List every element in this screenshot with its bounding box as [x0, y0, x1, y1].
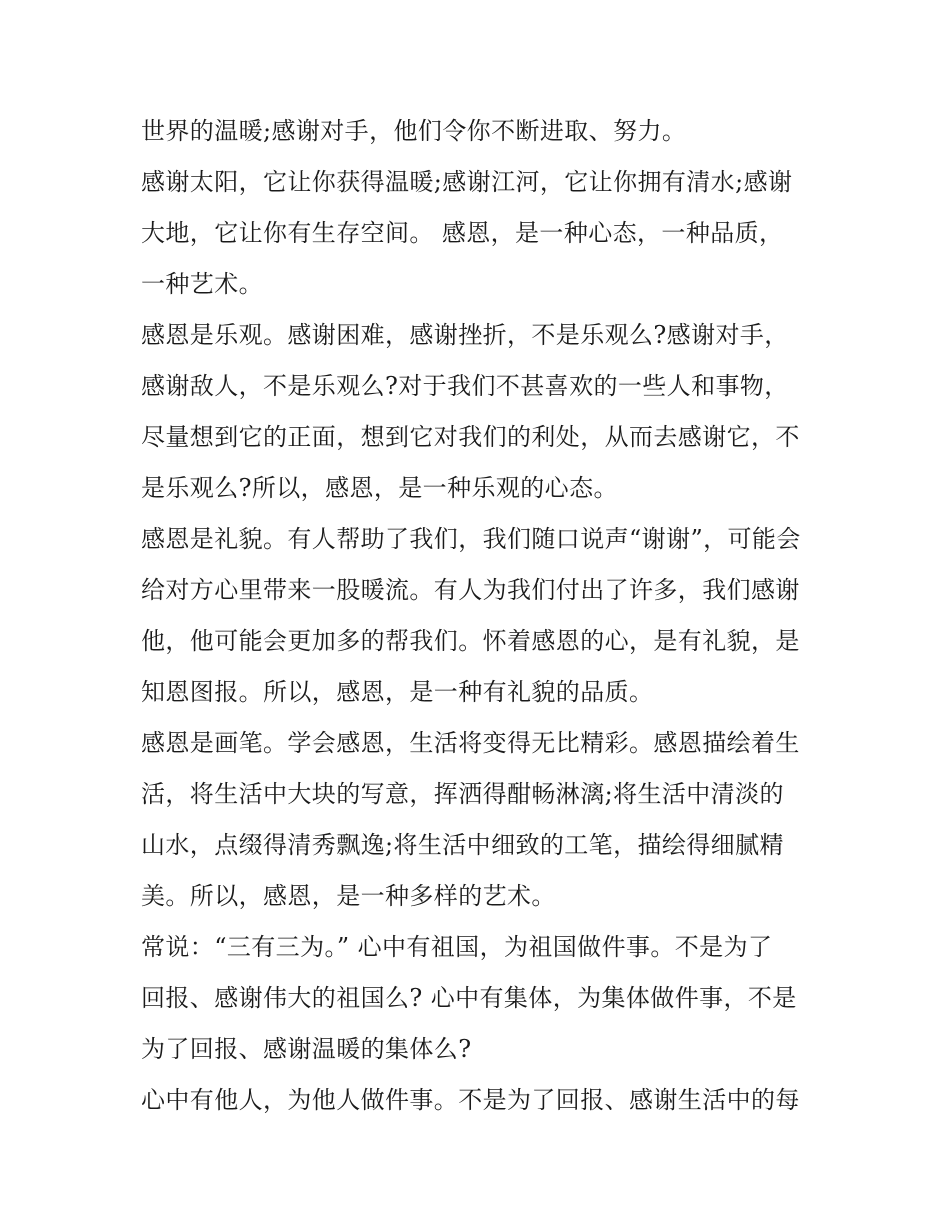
text-line: 世界的温暖;感谢对手，他们令你不断进取、努力。	[141, 117, 687, 145]
text-line: 感恩是画笔。学会感恩，生活将变得无比精彩。感恩描绘着生	[141, 729, 800, 757]
text-line: 常说：“三有三为。” 心中有祖国，为祖国做件事。不是为了	[141, 933, 773, 961]
text-line: 感谢敌人，不是乐观么?对于我们不甚喜欢的一些人和事物，	[141, 372, 789, 400]
body-text	[141, 106, 831, 1126]
text-line: 大地，它让你有生存空间。 感恩，是一种心态，一种品质，	[141, 219, 784, 247]
text-line: 感恩是乐观。感谢困难，感谢挫折，不是乐观么?感谢对手，	[141, 321, 789, 349]
text-line: 美。所以，感恩，是一种多样的艺术。	[141, 882, 556, 910]
text-line: 他，他可能会更加多的帮我们。怀着感恩的心，是有礼貌，是	[141, 627, 800, 655]
text-line: 活，将生活中大块的写意，挥洒得酣畅淋漓;将生活中清淡的	[141, 780, 784, 808]
text-line: 回报、感谢伟大的祖国么? 心中有集体，为集体做件事，不是	[141, 984, 797, 1012]
text-line: 知恩图报。所以，感恩，是一种有礼貌的品质。	[141, 678, 654, 706]
text-line: 感恩是礼貌。有人帮助了我们，我们随口说声“谢谢”，可能会	[141, 525, 801, 553]
text-line: 给对方心里带来一股暖流。有人为我们付出了许多，我们感谢	[141, 576, 800, 604]
text-line: 心中有他人，为他人做件事。不是为了回报、感谢生活中的每	[141, 1086, 800, 1114]
text-line: 尽量想到它的正面，想到它对我们的利处，从而去感谢它，不	[141, 423, 800, 451]
text-line: 感谢太阳，它让你获得温暖;感谢江河，它让你拥有清水;感谢	[141, 168, 793, 196]
text-line: 山水，点缀得清秀飘逸;将生活中细致的工笔，描绘得细腻精	[141, 831, 784, 859]
text-line: 为了回报、感谢温暖的集体么?	[141, 1035, 472, 1063]
text-line: 是乐观么?所以，感恩，是一种乐观的心态。	[141, 474, 618, 502]
text-line: 一种艺术。	[141, 270, 263, 298]
